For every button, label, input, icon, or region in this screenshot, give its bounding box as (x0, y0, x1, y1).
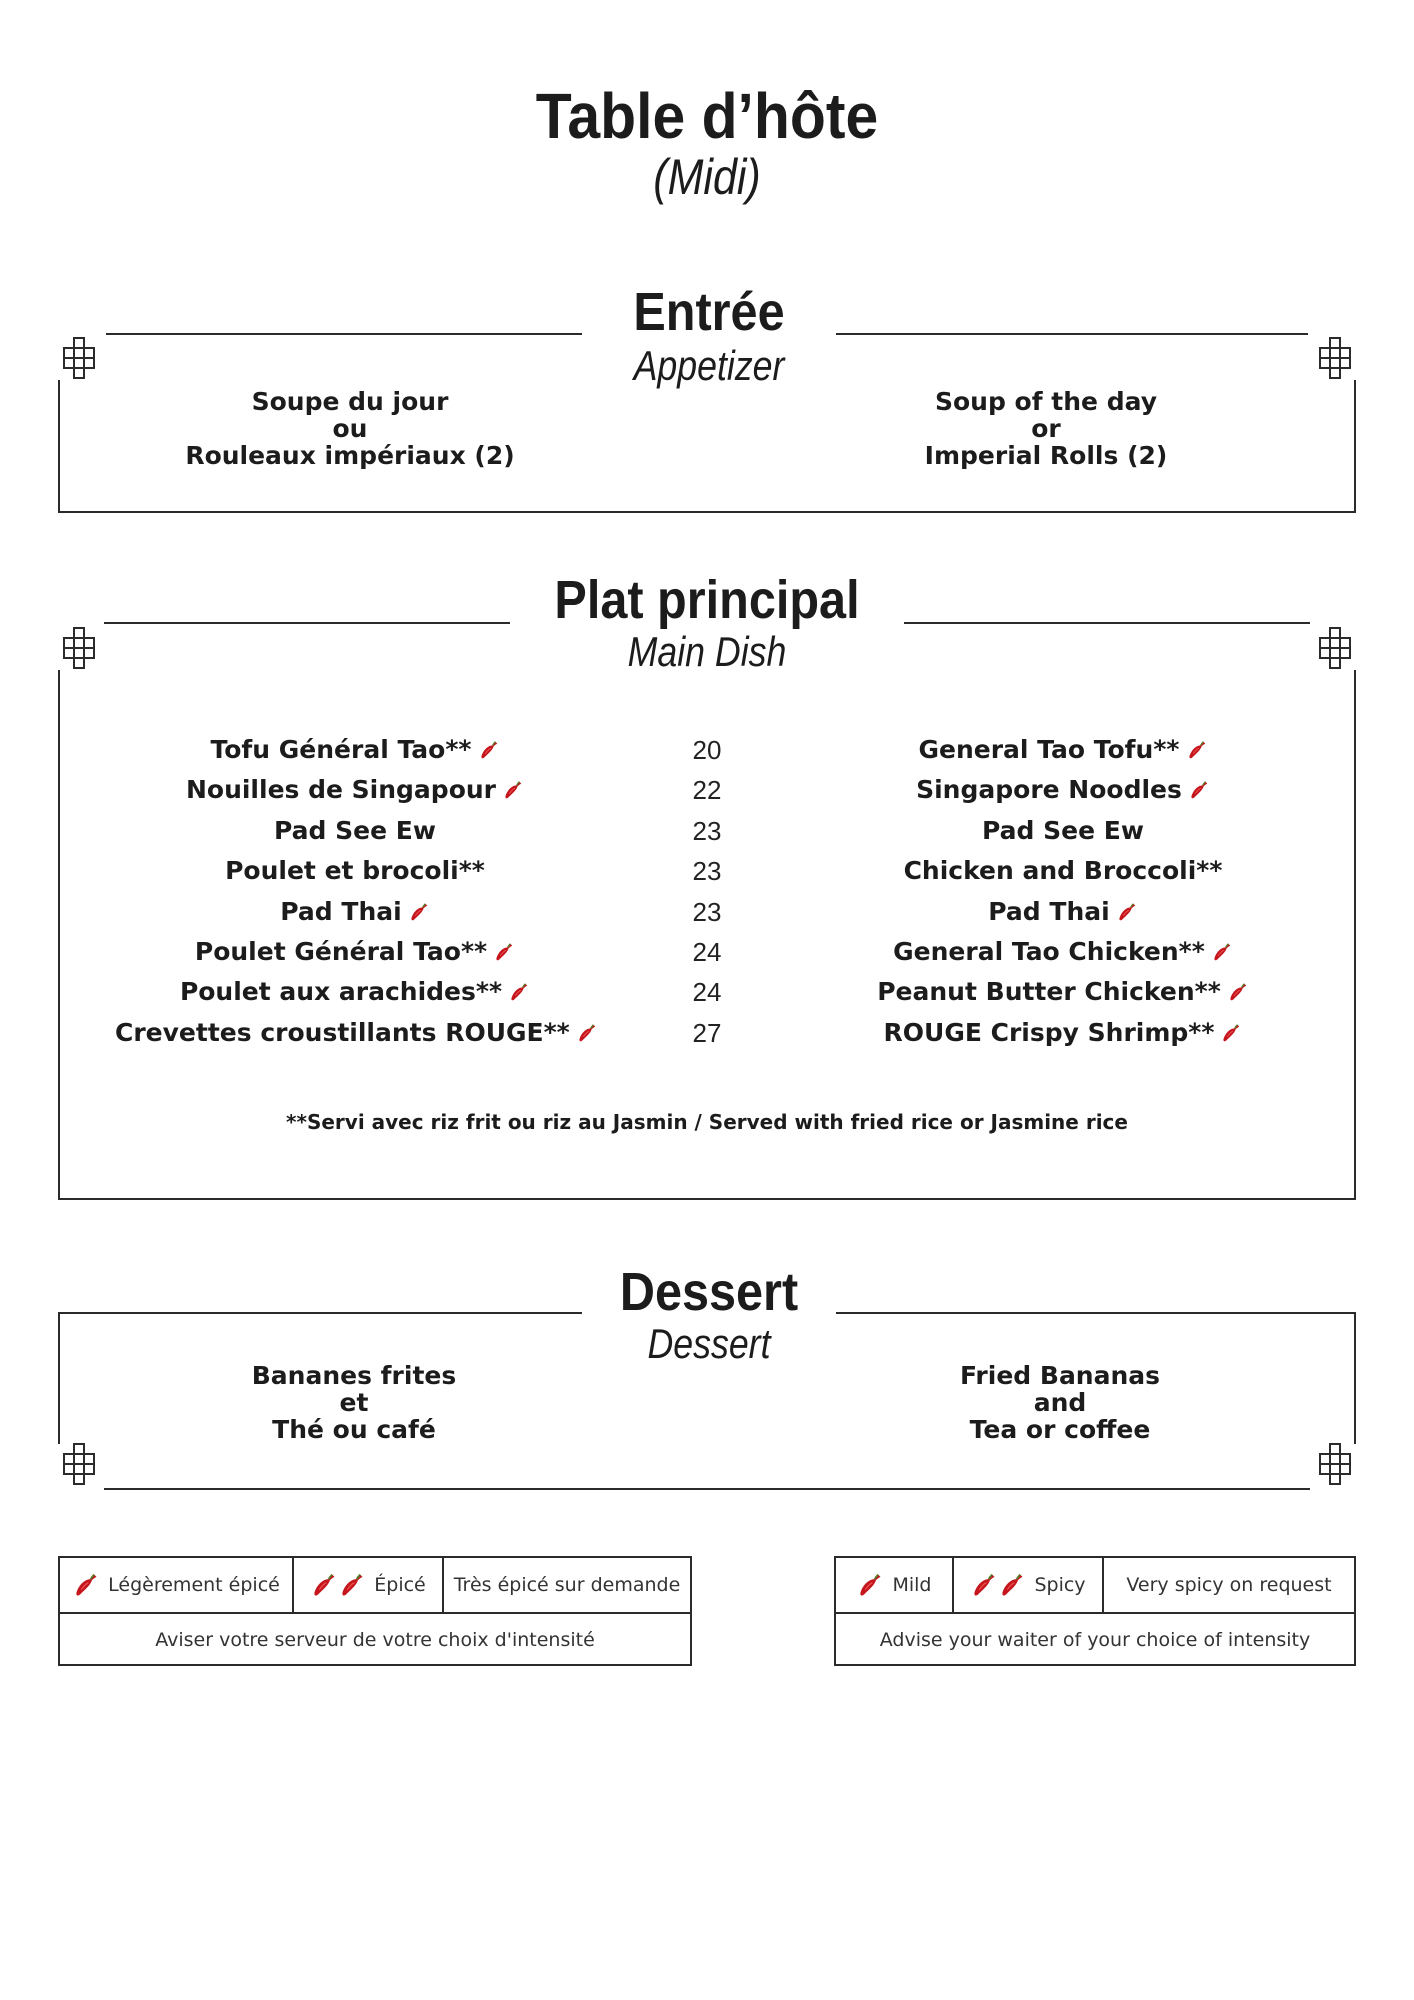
lattice-corner-ornament-icon (56, 620, 116, 680)
dish-name-fr-text: Poulet Général Tao** (194, 937, 488, 966)
entree-left-edge (58, 380, 60, 513)
dish-name-fr-text: Nouilles de Singapour (185, 775, 497, 805)
legend-very-label: Très épicé sur demande (453, 1574, 681, 1596)
lattice-corner-ornament-icon (56, 1432, 116, 1492)
chili-pepper-icon (1186, 739, 1208, 761)
dish-name-fr-text: Poulet aux arachides** (179, 977, 503, 1007)
dish-name-en (823, 932, 1303, 972)
legend-advice: Advise your waiter of your choice of intensity (879, 1629, 1311, 1651)
dish-name-en (823, 851, 1303, 891)
dish-name-fr-text: Pad Thai (280, 896, 402, 926)
chili-pepper-icon (1188, 779, 1210, 801)
chili-pepper-icon (1211, 941, 1233, 963)
chili-pepper-icon (1227, 981, 1249, 1003)
dessert-en-line: and (1033, 1388, 1087, 1417)
main-bottom-edge (58, 1198, 1356, 1200)
chili-pepper-icon (1116, 901, 1138, 923)
dish-name-fr (115, 730, 595, 770)
dish-name-en (823, 972, 1303, 1012)
dish-row (0, 770, 1414, 810)
chili-pepper-icon (72, 1571, 100, 1599)
entree-fr-line: Soupe du jour (251, 387, 449, 416)
dessert-fr (154, 1362, 554, 1443)
dish-price-text: 20 (692, 735, 722, 765)
dessert-right-edge (1354, 1312, 1356, 1444)
dish-name-fr-text: Poulet et brocoli** (225, 856, 485, 886)
dish-name-en-text: General Tao Tofu** (918, 735, 1180, 764)
page-subtitle: (Midi) (653, 149, 761, 205)
chili-pepper-icon (970, 1571, 998, 1599)
dish-price-text: 23 (692, 896, 722, 927)
dish-name-en-text: General Tao Chicken** (893, 937, 1205, 966)
dessert-en-line: Fried Bananas (959, 1361, 1161, 1390)
chili-pepper-icon (856, 1571, 884, 1599)
dish-price (672, 851, 742, 891)
dessert-bottom-edge (104, 1488, 1310, 1490)
chili-pepper-icon (998, 1571, 1026, 1599)
chili-pepper-icon (576, 1022, 598, 1044)
dish-name-fr-text: Pad See Ew (274, 815, 436, 845)
legend-spicy-label: Spicy (1034, 1574, 1086, 1596)
chili-pepper-icon (408, 901, 430, 923)
dish-name-en (823, 1013, 1303, 1053)
dish-row (0, 1013, 1414, 1053)
legend-mild-label: Mild (892, 1574, 932, 1596)
dish-name-en-text: Pad Thai (988, 896, 1110, 926)
legend-spicy-cell (954, 1558, 1102, 1612)
legend-very-cell (444, 1558, 690, 1612)
dish-name-fr (115, 972, 595, 1012)
legend-very-label: Very spicy on request (1126, 1574, 1332, 1596)
dish-name-en (823, 730, 1303, 770)
entree-subtitle: Appetizer (633, 342, 785, 389)
dish-name-fr (115, 851, 595, 891)
spice-legend-en (834, 1556, 1356, 1666)
dish-price (672, 811, 742, 851)
entree-fr-line: Rouleaux impériaux (2) (185, 441, 515, 470)
dessert-subtitle: Dessert (647, 1320, 771, 1367)
dish-name-en-text: Pad See Ew (982, 815, 1144, 845)
legend-spicy-label: Épicé (374, 1574, 426, 1596)
chili-pepper-icon (493, 941, 515, 963)
legend-advice: Aviser votre serveur de votre choix d'intensité (155, 1629, 595, 1651)
dessert-title: Dessert (595, 1262, 824, 1322)
dish-name-en (823, 811, 1303, 851)
chili-pepper-icon (508, 981, 530, 1003)
dish-name-en (823, 770, 1303, 810)
entree-en-line: or (1031, 414, 1061, 443)
entree-top-line-right (836, 333, 1310, 335)
dessert-fr-line: Bananes frites (251, 1361, 457, 1390)
dish-name-fr (115, 811, 595, 851)
entree-top-line-left (104, 333, 582, 335)
dish-name-fr-text: Tofu Général Tao** (210, 735, 472, 764)
dish-price (672, 1013, 742, 1053)
spice-legend-fr (58, 1556, 692, 1666)
dish-name-en (823, 892, 1303, 932)
dish-name-fr (115, 892, 595, 932)
dish-price (672, 730, 742, 770)
dish-price-text: 27 (692, 1017, 722, 1048)
dish-row (0, 892, 1414, 932)
main-top-line-left (104, 622, 510, 624)
main-subtitle: Main Dish (627, 628, 787, 675)
lattice-corner-ornament-icon (56, 330, 116, 390)
dish-price-text: 22 (692, 775, 722, 806)
legend-mild-cell (60, 1558, 292, 1612)
dish-name-fr-text: Crevettes croustillants ROUGE** (115, 1017, 570, 1047)
lattice-corner-ornament-icon (1298, 620, 1358, 680)
served-with-note: **Servi avec riz frit ou riz au Jasmin / Served with fried rice or Jasmine rice (286, 1110, 1128, 1134)
dish-name-fr (115, 932, 595, 972)
entree-title: Entrée (595, 282, 824, 342)
dish-name-en-text: ROUGE Crispy Shrimp** (883, 1017, 1215, 1047)
dessert-left-edge (58, 1312, 60, 1444)
dish-row (0, 972, 1414, 1012)
dish-row (0, 851, 1414, 891)
dish-price (672, 932, 742, 972)
dessert-top-line (836, 1312, 1356, 1314)
dish-price-text: 24 (692, 937, 722, 967)
dish-name-en-text: Peanut Butter Chicken** (877, 977, 1221, 1007)
lattice-corner-ornament-icon (1298, 1432, 1358, 1492)
legend-mild-cell (836, 1558, 952, 1612)
dish-price-text: 24 (692, 977, 722, 1008)
page-title: Table d’hôte (535, 80, 879, 152)
entree-fr-line: ou (332, 414, 368, 443)
chili-pepper-icon (478, 739, 500, 761)
chili-pepper-icon (1220, 1022, 1242, 1044)
lattice-corner-ornament-icon (1298, 330, 1358, 390)
entree-right-edge (1354, 380, 1356, 513)
dish-name-en-text: Chicken and Broccoli** (903, 856, 1223, 886)
entree-en-line: Imperial Rolls (2) (924, 441, 1168, 470)
dish-row (0, 730, 1414, 770)
entree-fr (150, 388, 550, 469)
dessert-fr-line: Thé ou café (272, 1415, 436, 1444)
chili-pepper-icon (310, 1571, 338, 1599)
dish-price (672, 770, 742, 810)
dish-name-en-text: Singapore Noodles (916, 775, 1182, 805)
dessert-en (860, 1362, 1260, 1443)
dish-price (672, 892, 742, 932)
dish-name-fr (115, 1013, 595, 1053)
legend-spicy-cell (294, 1558, 442, 1612)
dish-name-fr (115, 770, 595, 810)
dessert-top-line (58, 1312, 582, 1314)
legend-very-cell (1104, 1558, 1354, 1612)
dish-price (672, 972, 742, 1012)
entree-en-line: Soup of the day (934, 387, 1158, 416)
dish-row (0, 932, 1414, 972)
chili-pepper-icon (502, 779, 524, 801)
dish-price-text: 23 (692, 856, 722, 887)
dessert-fr-line: et (339, 1388, 369, 1417)
entree-en (846, 388, 1246, 469)
chili-pepper-icon (338, 1571, 366, 1599)
dish-price-text: 23 (692, 815, 722, 846)
dessert-en-line: Tea or coffee (969, 1415, 1151, 1444)
dish-row (0, 811, 1414, 851)
main-top-line-right (904, 622, 1310, 624)
legend-mild-label: Légèrement épicé (108, 1574, 280, 1596)
main-title: Plat principal (530, 570, 885, 630)
